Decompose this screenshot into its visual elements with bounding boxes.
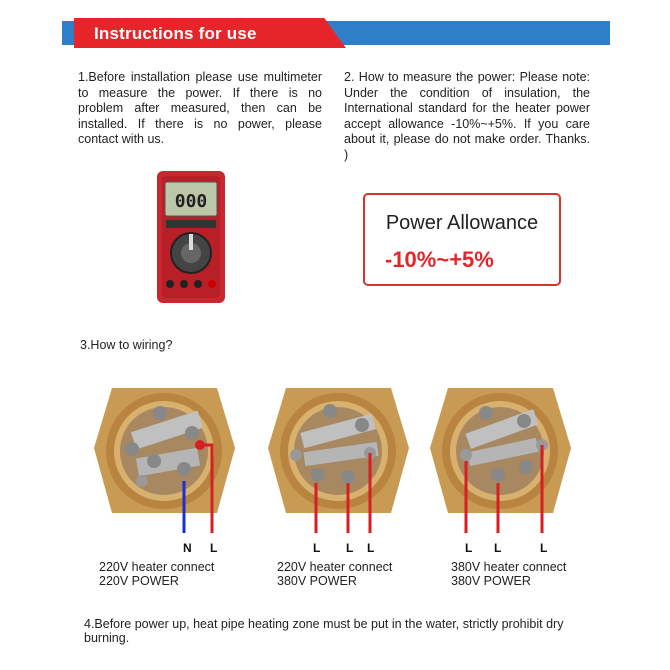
heater-diagram-3 (428, 383, 573, 533)
svg-text:000: 000 (174, 191, 208, 212)
banner-title: Instructions for use (94, 24, 257, 43)
diagram-3-caption (451, 560, 566, 588)
power-allowance-box (363, 193, 561, 286)
instructions-banner (62, 18, 610, 48)
power-allowance-value: -10%~+5% (385, 247, 494, 272)
diagram-2-label-l3: L (367, 541, 375, 555)
diagram-1-caption-line1: 220V heater connect (99, 560, 215, 574)
multimeter-illustration (156, 170, 226, 304)
diagram-2-label-l1: L (313, 541, 321, 555)
diagram-2-caption-line2: 380V POWER (277, 574, 357, 588)
diagram-3-caption-line2: 380V POWER (451, 574, 531, 588)
step-3-heading: 3.How to wiring? (80, 338, 173, 352)
diagram-1-caption-line2: 220V POWER (99, 574, 179, 588)
diagram-3-label-l1: L (465, 541, 473, 555)
diagram-1-label-l: L (210, 541, 218, 555)
diagram-2-caption (277, 560, 392, 588)
step-1-text: 1.Before installation please use multimeter to measure the power. If there is no problem after measured, then can be installed. If there is no power, please contact with us. (78, 70, 322, 146)
diagram-3-label-l3: L (540, 541, 548, 555)
diagram-1-label-n: N (183, 541, 192, 555)
power-allowance-title: Power Allowance (385, 212, 539, 234)
diagram-3-caption-line1: 380V heater connect (451, 560, 567, 574)
diagram-2-caption-line1: 220V heater connect (277, 560, 393, 574)
diagram-1-caption (99, 560, 214, 588)
step-4-text: 4.Before power up, heat pipe heating zone must be put in the water, strictly prohibit dry burning. (84, 617, 564, 645)
heater-diagram-2 (266, 383, 411, 533)
heater-diagram-1 (92, 383, 237, 533)
step-2-text: 2. How to measure the power: Please note: Under the condition of insulation, the International standard for the heater power accept allowance -10%~+5%. If you care about it, please do not make order. Thanks. ) (344, 70, 590, 162)
diagram-3-label-l2: L (494, 541, 502, 555)
diagram-2-label-l2: L (346, 541, 354, 555)
